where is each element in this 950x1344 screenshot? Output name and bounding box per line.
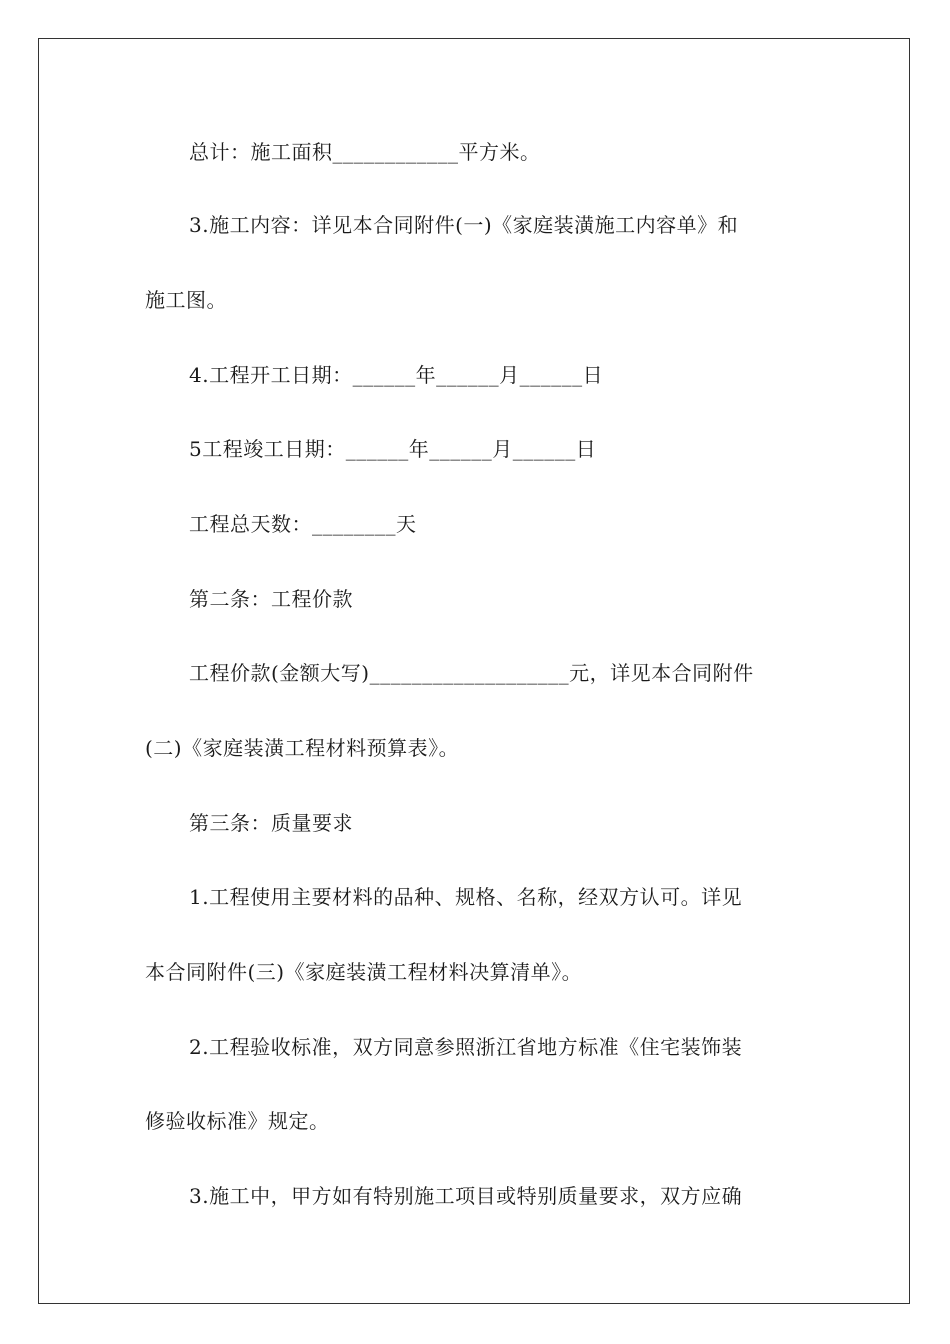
- text-line-acceptance-standard: 2.工程验收标准，双方同意参照浙江省地方标准《住宅装饰装: [189, 1035, 743, 1059]
- text-line-materials-list: 本合同附件(三)《家庭装潢工程材料决算清单》。: [145, 960, 583, 984]
- text-line-materials: 1.工程使用主要材料的品种、规格、名称，经双方认可。详见: [189, 885, 743, 909]
- text-line-special-requirements: 3.施工中，甲方如有特别施工项目或特别质量要求，双方应确: [189, 1184, 743, 1208]
- text-line-acceptance-rules: 修验收标准》规定。: [145, 1109, 330, 1133]
- text-line-start-date: 4.工程开工日期：______年______月______日: [189, 363, 604, 387]
- section-heading-price: 第二条：工程价款: [189, 587, 353, 611]
- section-heading-quality: 第三条：质量要求: [189, 811, 353, 835]
- text-line-budget-table: (二)《家庭装潢工程材料预算表》。: [145, 736, 460, 760]
- text-line-completion-date: 5工程竣工日期：______年______月______日: [189, 437, 597, 461]
- text-line-construction-drawing: 施工图。: [145, 288, 227, 312]
- text-line-total-days: 工程总天数：________天: [189, 512, 417, 536]
- text-line-price-amount: 工程价款(金额大写)___________________元，详见本合同附件: [189, 661, 754, 685]
- text-line-total-area: 总计：施工面积____________平方米。: [189, 140, 541, 164]
- text-line-construction-content: 3.施工内容：详见本合同附件(一)《家庭装潢施工内容单》和: [189, 213, 739, 237]
